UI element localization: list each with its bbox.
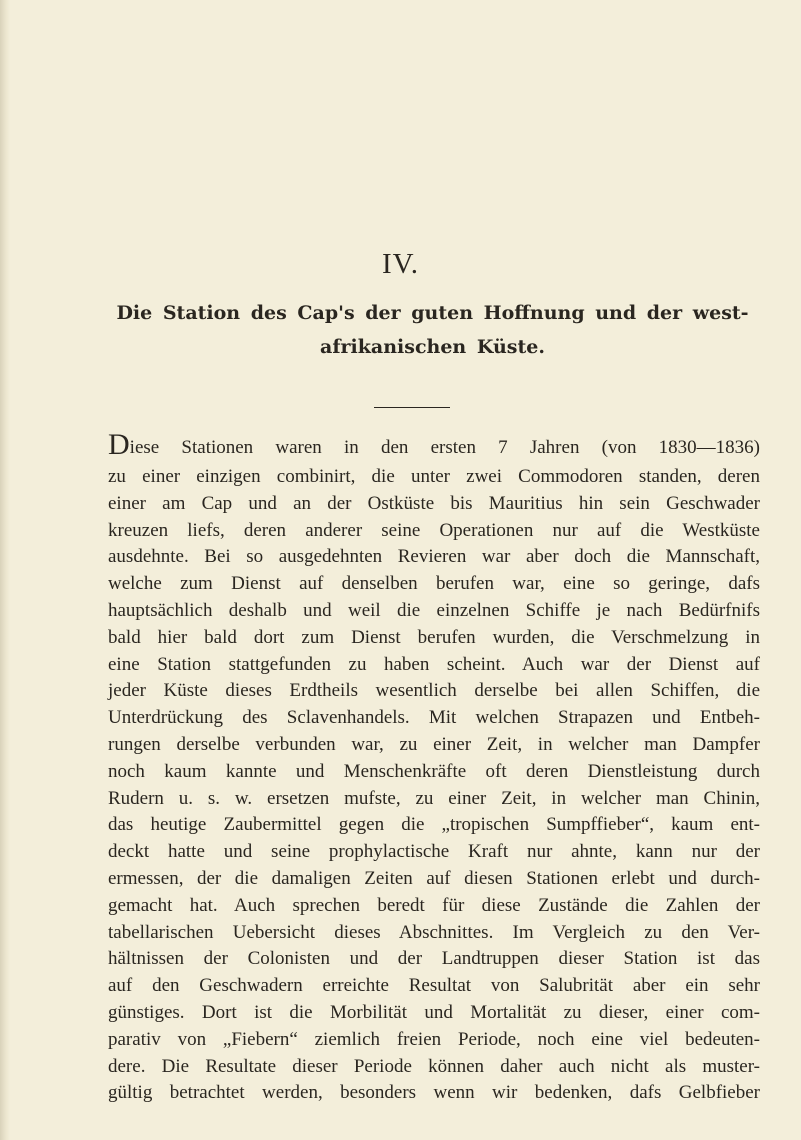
text-line: hauptsächlich deshalb und weil die einzelnen Schiffe je nach Bedürfnifs bbox=[108, 599, 760, 621]
body-text bbox=[108, 428, 760, 1107]
page-binding-edge bbox=[0, 0, 10, 1140]
text-line: kreuzen liefs, deren anderer seine Operationen nur auf die Westküste bbox=[108, 519, 760, 541]
text-line: jeder Küste dieses Erdtheils wesentlich derselbe bei allen Schiffen, die bbox=[108, 680, 760, 702]
text-line: bald hier bald dort zum Dienst berufen wurden, die Verschmelzung in bbox=[108, 626, 760, 648]
text-line bbox=[108, 428, 760, 464]
text-line: günstiges. Dort ist die Morbilität und Mortalität zu dieser, einer com- bbox=[108, 1001, 760, 1023]
text-line: welche zum Dienst auf denselben berufen war, eine so geringe, dafs bbox=[108, 573, 760, 595]
text-line: gemacht hat. Auch sprechen beredt für diese Zustände die Zahlen der bbox=[108, 894, 760, 916]
text-line: noch kaum kannte und Menschenkräfte oft deren Dienstleistung durch bbox=[108, 760, 760, 782]
text-line: Rudern u. s. w. ersetzen mufste, zu einer Zeit, in welcher man Chinin, bbox=[108, 787, 760, 809]
text-line: gültig betrachtet werden, besonders wenn wir bedenken, dafs Gelbfieber bbox=[108, 1082, 760, 1104]
chapter-title-line-2: afrikanischen Küste. bbox=[320, 336, 545, 358]
text-line: ausdehnte. Bei so ausgedehnten Revieren war aber doch die Mannschaft, bbox=[108, 546, 760, 568]
text-line: eine Station stattgefunden zu haben scheint. Auch war der Dienst auf bbox=[108, 653, 760, 675]
title-divider bbox=[374, 407, 450, 408]
text-line: das heutige Zaubermittel gegen die „tropischen Sumpffieber“, kaum ent- bbox=[108, 814, 760, 836]
text-line: dere. Die Resultate dieser Periode können daher auch nicht als muster- bbox=[108, 1055, 760, 1077]
text-line: ermessen, der die damaligen Zeiten auf diesen Stationen erlebt und durch- bbox=[108, 867, 760, 889]
chapter-number: IV. bbox=[381, 248, 420, 280]
chapter-title-line-1: Die Station des Cap's der guten Hoffnung und der west- bbox=[116, 302, 749, 324]
text-line: auf den Geschwadern erreichte Resultat von Salubrität aber ein sehr bbox=[108, 975, 760, 997]
text-line: tabellarischen Uebersicht dieses Abschnittes. Im Vergleich zu den Ver- bbox=[108, 921, 760, 943]
text-line: parativ von „Fiebern“ ziemlich freien Periode, noch eine viel bedeuten- bbox=[108, 1028, 760, 1050]
chapter-title bbox=[105, 296, 760, 364]
drop-cap: D bbox=[108, 428, 130, 461]
text-line: hältnissen der Colonisten und der Landtruppen dieser Station ist das bbox=[108, 948, 760, 970]
text-line: Unterdrückung des Sclavenhandels. Mit welchen Strapazen und Entbeh- bbox=[108, 707, 760, 729]
text-line-content: iese Stationen waren in den ersten 7 Jahren (von 1830—1836) bbox=[129, 437, 760, 458]
text-line: zu einer einzigen combinirt, die unter zwei Commodoren standen, deren bbox=[108, 466, 760, 487]
text-line: rungen derselbe verbunden war, zu einer Zeit, in welcher man Dampfer bbox=[108, 733, 760, 755]
text-line: deckt hatte und seine prophylactische Kraft nur ahnte, kann nur der bbox=[108, 841, 760, 863]
text-line: einer am Cap und an der Ostküste bis Mauritius hin sein Geschwader bbox=[108, 492, 760, 514]
